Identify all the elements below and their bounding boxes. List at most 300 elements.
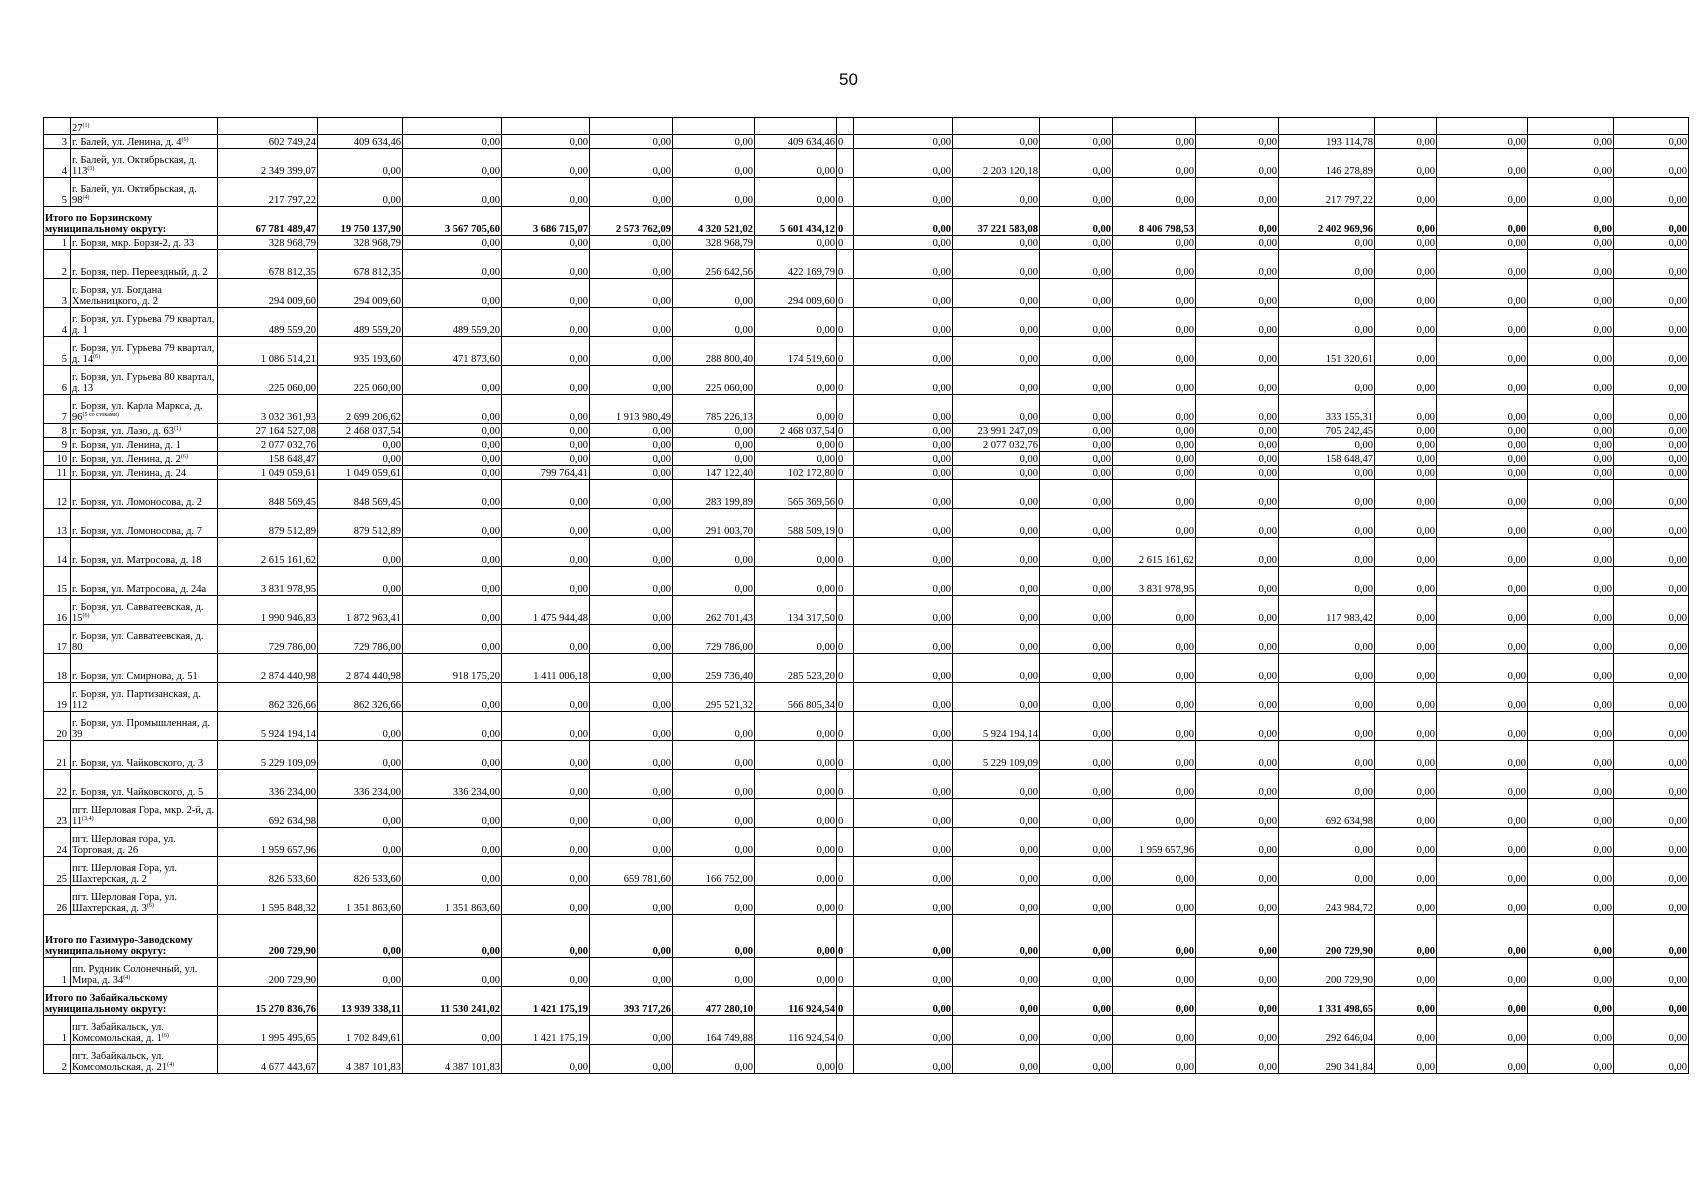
value-cell: 0,00 [1040, 958, 1113, 987]
value-cell: 0 [837, 509, 854, 538]
value-cell: 0,00 [953, 596, 1040, 625]
value-cell: 0,00 [1113, 654, 1196, 683]
value-cell: 0,00 [1437, 452, 1528, 466]
value-cell: 0,00 [590, 828, 673, 857]
value-cell: 0,00 [1113, 958, 1196, 987]
value-cell: 0,00 [590, 915, 673, 958]
value-cell: 0,00 [1437, 207, 1528, 236]
value-cell: 27 164 527,08 [218, 424, 318, 438]
value-cell: 292 646,04 [1279, 1016, 1375, 1045]
value-cell: 0,00 [590, 135, 673, 149]
value-cell: 0,00 [1437, 1016, 1528, 1045]
value-cell: 0,00 [1437, 149, 1528, 178]
value-cell: 0,00 [1375, 915, 1437, 958]
value-cell: 0,00 [1196, 366, 1279, 395]
address-cell [71, 424, 218, 438]
footnote-marker: (6) [93, 354, 101, 360]
value-cell: 0,00 [1375, 452, 1437, 466]
value-cell: 0,00 [1040, 1016, 1113, 1045]
value-cell: 0,00 [755, 452, 837, 466]
value-cell: 0,00 [953, 915, 1040, 958]
value-cell: 729 786,00 [673, 625, 755, 654]
value-cell: 1 086 514,21 [218, 337, 318, 366]
value-cell: 0,00 [1614, 828, 1689, 857]
value-cell: 0,00 [755, 538, 837, 567]
value-cell: 0,00 [1375, 135, 1437, 149]
value-cell: 0,00 [673, 279, 755, 308]
row-number: 22 [44, 770, 71, 799]
address-text: г. Борзя, пер. Переездный, д. 2 [72, 267, 208, 278]
value-cell: 0,00 [1113, 625, 1196, 654]
row-number: 10 [44, 452, 71, 466]
address-cell [71, 683, 218, 712]
address-cell [71, 279, 218, 308]
footnote-marker: (6) [161, 1033, 169, 1039]
address-cell [71, 438, 218, 452]
value-cell: 0,00 [1279, 625, 1375, 654]
address-cell [71, 1045, 218, 1074]
address-cell [71, 958, 218, 987]
value-cell: 0,00 [318, 567, 403, 596]
row-number: 1 [44, 236, 71, 250]
value-cell: 0,00 [1040, 308, 1113, 337]
value-cell: 0,00 [318, 438, 403, 452]
value-cell: 0,00 [1279, 770, 1375, 799]
value-cell: 0,00 [1528, 466, 1614, 480]
value-cell: 0,00 [854, 1045, 953, 1074]
value-cell [318, 118, 403, 135]
address-text: г. Борзя, ул. Лазо, д. 63 [72, 426, 174, 437]
value-cell: 11 530 241,02 [403, 987, 502, 1016]
value-cell: 0,00 [673, 828, 755, 857]
table-row [44, 509, 1689, 538]
value-cell: 0,00 [1196, 466, 1279, 480]
value-cell: 0,00 [1614, 308, 1689, 337]
total-row [44, 915, 1689, 958]
value-cell: 659 781,60 [590, 857, 673, 886]
address-cell [71, 799, 218, 828]
value-cell: 0,00 [854, 1016, 953, 1045]
value-cell: 0,00 [673, 741, 755, 770]
value-cell: 0 [837, 1045, 854, 1074]
value-cell: 0,00 [1614, 683, 1689, 712]
table-row [44, 480, 1689, 509]
value-cell: 0,00 [854, 958, 953, 987]
table-row [44, 567, 1689, 596]
value-cell: 0,00 [1040, 135, 1113, 149]
value-cell: 826 533,60 [318, 857, 403, 886]
address-text: 27 [72, 123, 83, 134]
value-cell: 0,00 [755, 567, 837, 596]
value-cell: 826 533,60 [218, 857, 318, 886]
value-cell: 0,00 [502, 438, 590, 452]
value-cell: 0,00 [1437, 987, 1528, 1016]
value-cell: 1 913 980,49 [590, 395, 673, 424]
value-cell: 0,00 [1528, 596, 1614, 625]
value-cell: 0,00 [1113, 712, 1196, 741]
value-cell: 0,00 [1528, 438, 1614, 452]
value-cell: 0,00 [673, 452, 755, 466]
address-text: пгт. Забайкальск, ул. Комсомольская, д. 21 [72, 1051, 168, 1073]
value-cell: 0,00 [673, 915, 755, 958]
value-cell: 0,00 [590, 799, 673, 828]
value-cell: 0,00 [1196, 828, 1279, 857]
table-row [44, 236, 1689, 250]
value-cell: 0,00 [1437, 438, 1528, 452]
value-cell: 785 226,13 [673, 395, 755, 424]
value-cell: 0,00 [1528, 857, 1614, 886]
value-cell: 0,00 [854, 438, 953, 452]
address-text: г. Борзя, ул. Ломоносова, д. 2 [72, 497, 202, 508]
value-cell: 288 800,40 [673, 337, 755, 366]
value-cell: 0,00 [1528, 207, 1614, 236]
value-cell: 0,00 [1040, 654, 1113, 683]
value-cell: 0,00 [502, 567, 590, 596]
value-cell: 0,00 [953, 654, 1040, 683]
value-cell: 0,00 [1113, 395, 1196, 424]
value-cell: 918 175,20 [403, 654, 502, 683]
value-cell: 0,00 [590, 958, 673, 987]
table-row [44, 308, 1689, 337]
value-cell: 0,00 [1437, 466, 1528, 480]
value-cell: 477 280,10 [673, 987, 755, 1016]
value-cell [1614, 118, 1689, 135]
value-cell: 2 468 037,54 [318, 424, 403, 438]
value-cell: 0,00 [673, 438, 755, 452]
value-cell: 0,00 [1040, 712, 1113, 741]
value-cell: 0,00 [673, 308, 755, 337]
value-cell: 0,00 [1437, 366, 1528, 395]
footnote-marker: (4) [167, 1062, 175, 1068]
value-cell: 0,00 [1040, 149, 1113, 178]
value-cell: 422 169,79 [755, 250, 837, 279]
address-text: г. Борзя, мкр. Борзя-2, д. 33 [72, 238, 195, 249]
value-cell: 0,00 [403, 828, 502, 857]
value-cell: 0,00 [953, 366, 1040, 395]
row-number: 4 [44, 149, 71, 178]
value-cell: 0,00 [953, 799, 1040, 828]
value-cell: 0,00 [502, 135, 590, 149]
value-cell: 0,00 [953, 770, 1040, 799]
value-cell: 0,00 [854, 567, 953, 596]
value-cell: 0,00 [1614, 207, 1689, 236]
table-row [44, 395, 1689, 424]
value-cell: 393 717,26 [590, 987, 673, 1016]
footnote-marker: (3,4) [82, 816, 94, 822]
address-cell [71, 395, 218, 424]
value-cell: 0,00 [854, 509, 953, 538]
value-cell: 0,00 [755, 625, 837, 654]
value-cell: 0,00 [1113, 236, 1196, 250]
value-cell: 0,00 [1113, 366, 1196, 395]
value-cell: 0,00 [502, 915, 590, 958]
value-cell: 0,00 [1437, 741, 1528, 770]
value-cell: 0,00 [1196, 712, 1279, 741]
value-cell: 146 278,89 [1279, 149, 1375, 178]
value-cell: 0 [837, 480, 854, 509]
value-cell: 0,00 [953, 452, 1040, 466]
address-cell [71, 337, 218, 366]
value-cell: 0,00 [755, 178, 837, 207]
value-cell: 0,00 [502, 625, 590, 654]
value-cell: 0,00 [403, 712, 502, 741]
value-cell [854, 118, 953, 135]
value-cell: 0,00 [1437, 178, 1528, 207]
value-cell: 0,00 [502, 509, 590, 538]
value-cell: 0,00 [1113, 438, 1196, 452]
value-cell: 0,00 [590, 683, 673, 712]
value-cell: 0,00 [1196, 308, 1279, 337]
value-cell: 0,00 [1040, 596, 1113, 625]
value-cell: 294 009,60 [218, 279, 318, 308]
value-cell: 0,00 [1375, 466, 1437, 480]
value-cell [1437, 118, 1528, 135]
value-cell: 200 729,90 [1279, 915, 1375, 958]
value-cell: 0,00 [1040, 828, 1113, 857]
row-number: 3 [44, 279, 71, 308]
value-cell: 0,00 [673, 770, 755, 799]
value-cell: 1 351 863,60 [318, 886, 403, 915]
value-cell: 0,00 [1528, 308, 1614, 337]
footnote-marker: (6) [181, 137, 189, 143]
value-cell: 1 049 059,61 [218, 466, 318, 480]
value-cell: 3 567 705,60 [403, 207, 502, 236]
value-cell: 0,00 [403, 596, 502, 625]
value-cell: 1 959 657,96 [218, 828, 318, 857]
value-cell: 174 519,60 [755, 337, 837, 366]
value-cell: 0,00 [854, 770, 953, 799]
value-cell: 0,00 [502, 149, 590, 178]
table-row [44, 438, 1689, 452]
value-cell: 5 229 109,09 [218, 741, 318, 770]
value-cell: 4 677 443,67 [218, 1045, 318, 1074]
value-cell: 0,00 [854, 366, 953, 395]
value-cell: 0,00 [1113, 799, 1196, 828]
value-cell: 0,00 [590, 770, 673, 799]
value-cell: 158 648,47 [1279, 452, 1375, 466]
value-cell: 0,00 [1375, 712, 1437, 741]
value-cell: 0,00 [1375, 337, 1437, 366]
address-text: г. Борзя, ул. Матросова, д. 18 [72, 555, 202, 566]
value-cell [1528, 118, 1614, 135]
value-cell: 0,00 [590, 1016, 673, 1045]
value-cell: 0,00 [1040, 480, 1113, 509]
value-cell: 0,00 [1196, 424, 1279, 438]
address-cell [71, 480, 218, 509]
value-cell: 0,00 [1437, 799, 1528, 828]
value-cell: 0 [837, 712, 854, 741]
total-label: Итого по Газимуро-Заводскому муниципальному округу: [44, 915, 218, 958]
value-cell: 0,00 [1375, 799, 1437, 828]
value-cell: 0,00 [1614, 135, 1689, 149]
table-row [44, 1016, 1689, 1045]
value-cell: 217 797,22 [1279, 178, 1375, 207]
value-cell: 0,00 [673, 567, 755, 596]
row-number: 4 [44, 308, 71, 337]
address-cell [71, 452, 218, 466]
value-cell: 0,00 [318, 538, 403, 567]
value-cell: 0,00 [755, 308, 837, 337]
value-cell: 0,00 [1375, 828, 1437, 857]
value-cell: 935 193,60 [318, 337, 403, 366]
value-cell [218, 118, 318, 135]
value-cell: 0,00 [590, 424, 673, 438]
value-cell: 193 114,78 [1279, 135, 1375, 149]
value-cell: 0,00 [502, 308, 590, 337]
value-cell: 0,00 [1279, 236, 1375, 250]
value-cell: 217 797,22 [218, 178, 318, 207]
value-cell: 0,00 [1040, 395, 1113, 424]
row-number: 13 [44, 509, 71, 538]
value-cell: 328 968,79 [218, 236, 318, 250]
value-cell: 8 406 798,53 [1113, 207, 1196, 236]
value-cell: 0,00 [403, 857, 502, 886]
value-cell: 0,00 [854, 799, 953, 828]
table-row [44, 741, 1689, 770]
value-cell: 0,00 [403, 279, 502, 308]
value-cell: 0,00 [318, 828, 403, 857]
value-cell [837, 118, 854, 135]
value-cell: 0,00 [1196, 337, 1279, 366]
value-cell: 0,00 [854, 886, 953, 915]
value-cell: 0,00 [755, 770, 837, 799]
value-cell: 0,00 [1375, 857, 1437, 886]
value-cell: 19 750 137,90 [318, 207, 403, 236]
value-cell: 116 924,54 [755, 1016, 837, 1045]
value-cell: 0,00 [1113, 308, 1196, 337]
value-cell: 0,00 [1614, 337, 1689, 366]
value-cell: 0,00 [1437, 538, 1528, 567]
address-cell [71, 178, 218, 207]
value-cell: 729 786,00 [218, 625, 318, 654]
value-cell: 0,00 [1279, 567, 1375, 596]
value-cell: 0,00 [590, 308, 673, 337]
value-cell: 0,00 [403, 958, 502, 987]
value-cell: 0,00 [755, 799, 837, 828]
value-cell: 0,00 [673, 886, 755, 915]
value-cell: 2 077 032,76 [218, 438, 318, 452]
value-cell: 0,00 [318, 915, 403, 958]
value-cell: 336 234,00 [218, 770, 318, 799]
value-cell: 333 155,31 [1279, 395, 1375, 424]
value-cell: 862 326,66 [218, 683, 318, 712]
value-cell: 225 060,00 [673, 366, 755, 395]
address-cell [71, 828, 218, 857]
value-cell [502, 118, 590, 135]
value-cell: 0,00 [502, 886, 590, 915]
value-cell: 0,00 [1113, 480, 1196, 509]
value-cell: 0,00 [1437, 712, 1528, 741]
value-cell: 225 060,00 [218, 366, 318, 395]
value-cell: 0,00 [673, 958, 755, 987]
value-cell: 0,00 [502, 799, 590, 828]
value-cell: 0,00 [403, 509, 502, 538]
value-cell: 0,00 [1279, 828, 1375, 857]
address-cell [71, 886, 218, 915]
value-cell: 0,00 [1375, 178, 1437, 207]
value-cell: 848 569,45 [318, 480, 403, 509]
value-cell: 0,00 [1113, 452, 1196, 466]
value-cell: 0,00 [1528, 915, 1614, 958]
row-number: 6 [44, 366, 71, 395]
address-cell [71, 149, 218, 178]
total-row [44, 987, 1689, 1016]
value-cell: 0,00 [1437, 509, 1528, 538]
value-cell: 0,00 [403, 741, 502, 770]
value-cell: 290 341,84 [1279, 1045, 1375, 1074]
address-text: г. Борзя, ул. Гурьева 80 квартал, д. 13 [72, 372, 215, 394]
value-cell [673, 118, 755, 135]
value-cell: 0,00 [854, 712, 953, 741]
value-cell: 0,00 [1528, 828, 1614, 857]
value-cell: 489 559,20 [318, 308, 403, 337]
value-cell: 0,00 [1614, 480, 1689, 509]
value-cell: 0,00 [854, 279, 953, 308]
value-cell: 0,00 [755, 915, 837, 958]
value-cell: 0,00 [1528, 509, 1614, 538]
value-cell: 0,00 [318, 799, 403, 828]
value-cell: 0,00 [1040, 509, 1113, 538]
address-cell [71, 1016, 218, 1045]
row-number: 23 [44, 799, 71, 828]
row-number: 17 [44, 625, 71, 654]
value-cell: 0,00 [854, 625, 953, 654]
address-cell [71, 538, 218, 567]
row-number: 20 [44, 712, 71, 741]
value-cell: 0,00 [590, 886, 673, 915]
table-row [44, 466, 1689, 480]
address-cell [71, 857, 218, 886]
value-cell: 0,00 [502, 770, 590, 799]
value-cell: 0,00 [854, 741, 953, 770]
value-cell: 0 [837, 958, 854, 987]
value-cell: 0,00 [953, 337, 1040, 366]
row-number: 15 [44, 567, 71, 596]
row-number: 9 [44, 438, 71, 452]
row-number: 18 [44, 654, 71, 683]
value-cell: 0,00 [854, 395, 953, 424]
value-cell: 692 634,98 [218, 799, 318, 828]
value-cell: 0,00 [1528, 135, 1614, 149]
value-cell: 158 648,47 [218, 452, 318, 466]
value-cell: 2 203 120,18 [953, 149, 1040, 178]
address-text: г. Балей, ул. Октябрьская, д. 98 [72, 184, 197, 206]
value-cell: 0,00 [1437, 828, 1528, 857]
value-cell: 0 [837, 366, 854, 395]
value-cell [953, 118, 1040, 135]
value-cell: 0,00 [1279, 466, 1375, 480]
value-cell: 0,00 [953, 857, 1040, 886]
value-cell: 0,00 [953, 567, 1040, 596]
value-cell: 200 729,90 [218, 958, 318, 987]
row-number: 12 [44, 480, 71, 509]
value-cell: 0,00 [1614, 770, 1689, 799]
value-cell: 0,00 [854, 828, 953, 857]
value-cell: 0,00 [755, 149, 837, 178]
value-cell: 0,00 [403, 625, 502, 654]
address-cell [71, 466, 218, 480]
value-cell: 0,00 [1528, 1045, 1614, 1074]
value-cell: 0,00 [854, 480, 953, 509]
value-cell: 0,00 [953, 683, 1040, 712]
value-cell: 116 924,54 [755, 987, 837, 1016]
table-row [44, 452, 1689, 466]
value-cell: 0,00 [1528, 683, 1614, 712]
value-cell: 0,00 [1614, 452, 1689, 466]
table-row [44, 886, 1689, 915]
value-cell: 0,00 [1279, 480, 1375, 509]
value-cell: 0 [837, 741, 854, 770]
